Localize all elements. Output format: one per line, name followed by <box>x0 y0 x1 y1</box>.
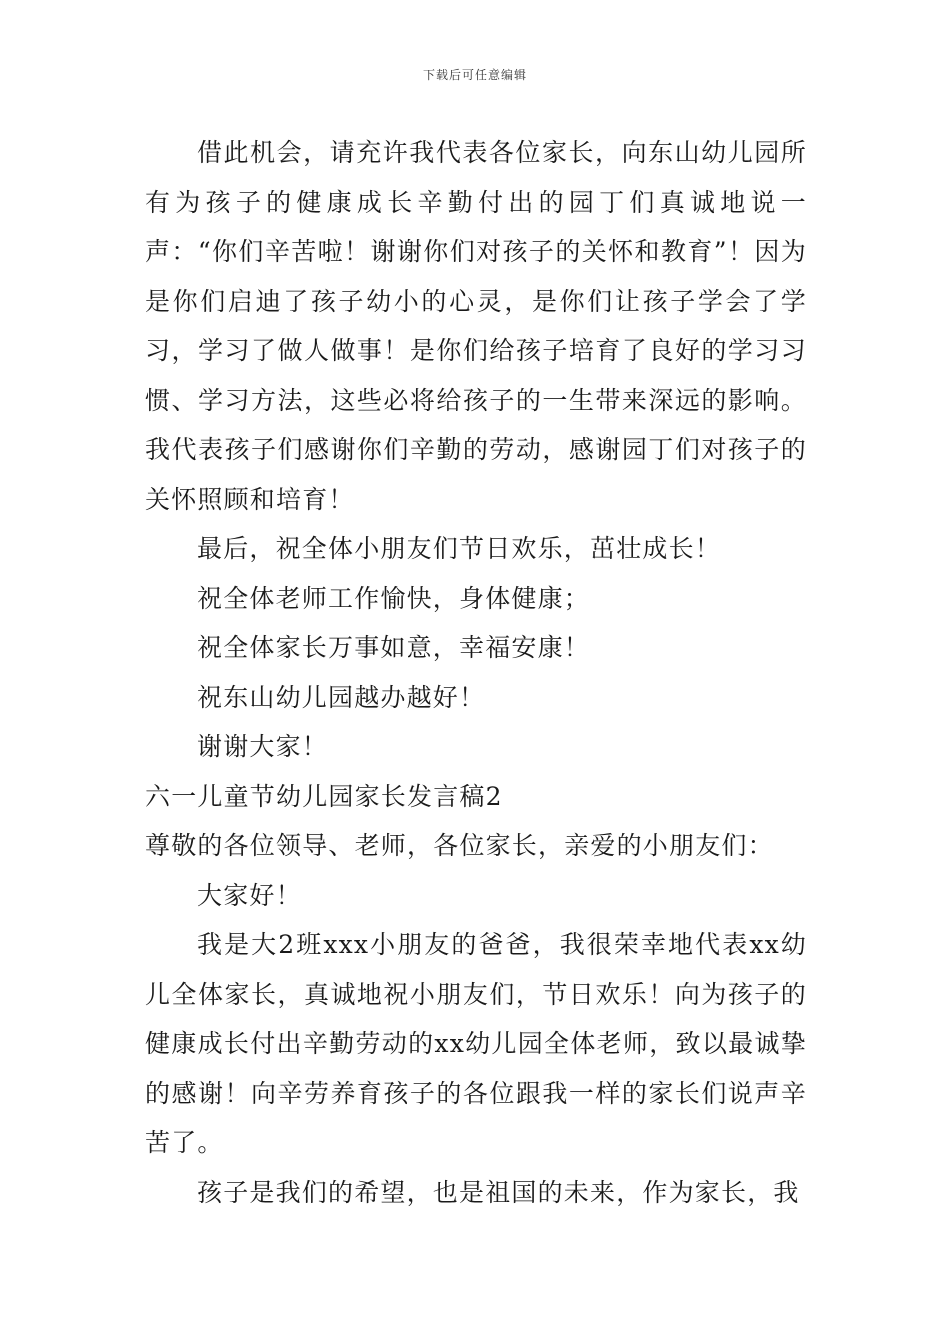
paragraph-5: 祝东山幼儿园越办越好！ <box>197 682 486 712</box>
section-title: 六一儿童节幼儿园家长发言稿2 <box>145 781 503 811</box>
paragraph-4: 祝全体家长万事如意，幸福安康！ <box>197 633 591 662</box>
paragraph-11: 孩子是我们的希望，也是祖国的未来，作为家长，我 <box>197 1177 800 1207</box>
document-body <box>145 128 807 1217</box>
header-note: 下载后可任意编辑 <box>422 68 527 82</box>
paragraph-1: 借此机会，请充许我代表各位家长，向东山幼儿园所有为孩子的健康成长辛勤付出的园丁们真诚地说一声：“你们辛苦啦！谢谢你们对孩子的关怀和教育”！因为是你们启迪了孩子幼小的心灵，是你们让孩子学会了学习，学习了做人做事！是你们给孩子培育了良好的学习习惯、学习方法，这些必将给孩子的一生带来深远的影响。我代表孩子们感谢你们辛勤的劳动，感谢园丁们对孩子的关怀照顾和培育！ <box>145 138 807 514</box>
paragraph-2: 最后，祝全体小朋友们节日欢乐，茁壮成长！ <box>197 534 722 563</box>
greeting: 大家好！ <box>197 880 302 910</box>
salutation: 尊敬的各位领导、老师，各位家长，亲爱的小朋友们： <box>145 831 774 860</box>
paragraph-6: 谢谢大家！ <box>197 732 329 761</box>
paragraph-3: 祝全体老师工作愉快，身体健康； <box>197 583 591 613</box>
paragraph-10: 我是大2班xxx小朋友的爸爸，我很荣幸地代表xx幼儿全体家长，真诚地祝小朋友们，节日欢乐！向为孩子的健康成长付出辛勤劳动的xx幼儿园全体老师，致以最诚挚的感谢！向辛劳养育孩子的各位跟我一样的家长们说声辛苦了。 <box>145 930 807 1157</box>
